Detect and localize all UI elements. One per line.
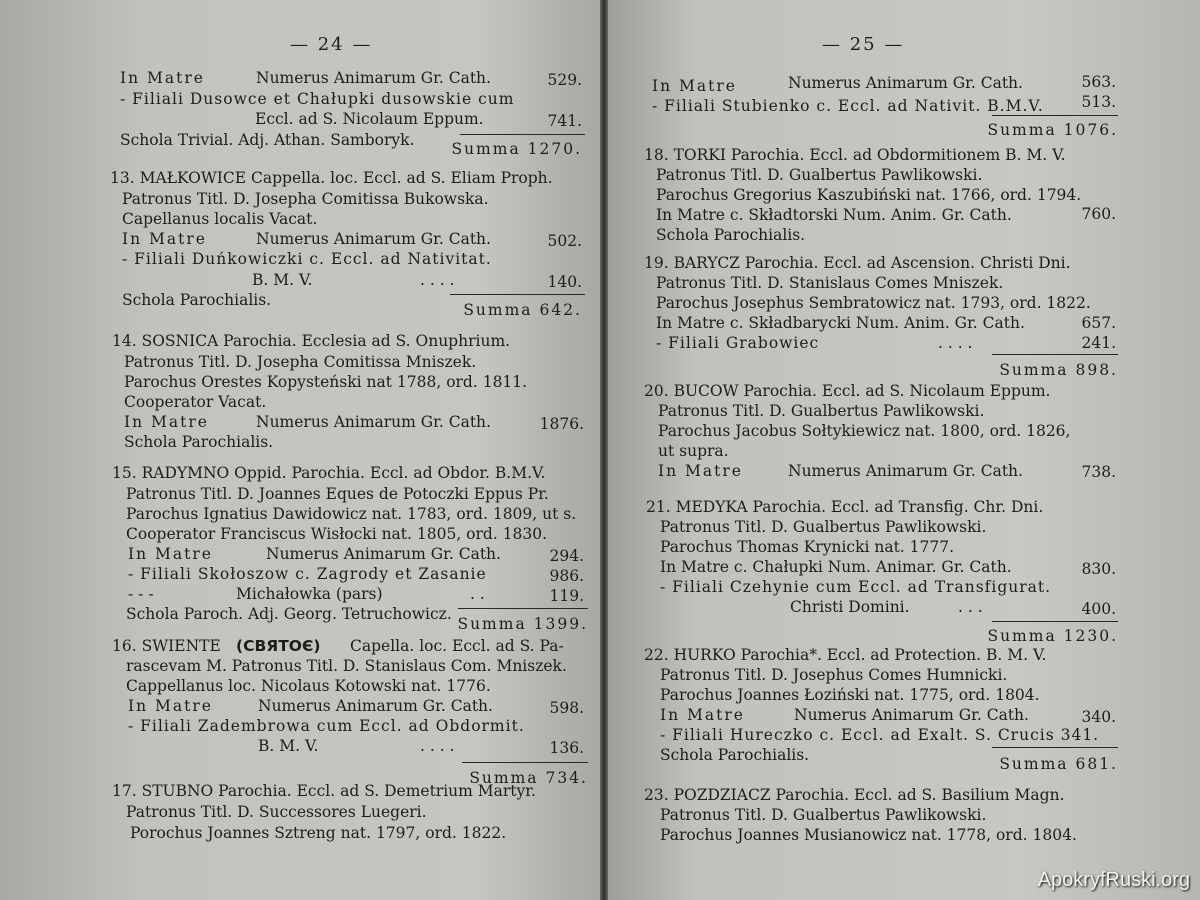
text-line: Patronus Titl. D. Successores Luegeri. — [126, 803, 427, 821]
text-line: Schola Trivial. Adj. Athan. Samboryk. — [120, 131, 415, 149]
summa-line: Summa 734. — [469, 769, 588, 787]
text-line: 502. — [547, 232, 582, 250]
text-line: Patronus Titl. D. Stanislaus Comes Mniszek. — [656, 274, 1004, 292]
text-line: rascevam M. Patronus Titl. D. Stanislaus Com. Mniszek. — [126, 657, 567, 675]
text-line: Capella. loc. Eccl. ad S. Pa- — [350, 637, 564, 655]
text-line: Schola Parochialis. — [660, 746, 810, 764]
text-line: B. M. V. — [258, 737, 319, 755]
text-line: - Filiali Hureczko c. Eccl. ad Exalt. S. Crucis 341. — [660, 726, 1100, 744]
text-line: Numerus Animarum Gr. Cath. — [256, 413, 491, 431]
text-line: 241. — [1081, 334, 1116, 352]
text-line: Numerus Animarum Gr. Cath. — [258, 697, 493, 715]
text-line: 140. — [547, 273, 582, 291]
text-line: In Matre c. Składtorski Num. Anim. Gr. Cath. — [656, 206, 1012, 224]
text-line: Parochus Jacobus Sołtykiewicz nat. 1800, ord. 1826, — [658, 422, 1071, 440]
text-line: 760. — [1081, 205, 1116, 223]
text-line: 119. — [549, 587, 584, 605]
text-line: In Matre — [660, 706, 745, 724]
entry-heading: 18. TORKI Parochia. Eccl. ad Obdormitionem B. M. V. — [644, 146, 1066, 164]
text-line: Michałowka (pars) — [236, 585, 383, 603]
text-line: 340. — [1081, 708, 1116, 726]
text-line: Numerus Animarum Gr. Cath. — [266, 545, 501, 563]
text-line: 400. — [1081, 600, 1116, 618]
text-line: In Matre — [652, 77, 737, 95]
summa-line: Summa 1076. — [987, 121, 1118, 139]
text-line: In Matre — [120, 69, 205, 87]
entry-heading: 15. RADYMNO Oppid. Parochia. Eccl. ad Obdor. B.M.V. — [112, 464, 546, 482]
text-line: Patronus Titl. D. Josephus Comes Humnicki. — [660, 666, 1008, 684]
text-line: Schola Parochialis. — [122, 291, 272, 309]
text-line: In Matre c. Chałupki Num. Animar. Gr. Cath. — [660, 558, 1012, 576]
text-line: Numerus Animarum Gr. Cath. — [788, 462, 1023, 480]
text-line: Schola Paroch. Adj. Georg. Tetruchowicz. — [126, 605, 452, 623]
entry-heading: 13. MAŁKOWICE Cappella. loc. Eccl. ad S. Eliam Proph. — [110, 169, 553, 187]
text-line: In Matre — [128, 545, 213, 563]
summa-line: Summa 898. — [999, 361, 1118, 379]
text-line: Patronus Titl. D. Gualbertus Pawlikowski. — [656, 166, 983, 184]
text-line: Patronus Titl. D. Josepha Comitissa Mniszek. — [124, 353, 477, 371]
summa-line: Summa 642. — [463, 301, 582, 319]
text-line: Capellanus localis Vacat. — [122, 210, 318, 228]
text-line: 657. — [1081, 314, 1116, 332]
sum-rule — [992, 115, 1118, 116]
text-line: . . . — [958, 598, 983, 616]
text-line: 830. — [1081, 560, 1116, 578]
text-line: . . . . — [420, 737, 455, 755]
text-line: . . . . — [938, 334, 973, 352]
text-line: Parochus Orestes Kopysteński nat 1788, ord. 1811. — [124, 373, 528, 391]
sum-rule — [460, 134, 585, 135]
entry-heading: 14. SOSNICA Parochia. Ecclesia ad S. Onuphrium. — [112, 332, 511, 350]
text-line: Porochus Joannes Sztreng nat. 1797, ord. 1822. — [130, 824, 507, 842]
text-line: - Filiali Czehynie cum Eccl. ad Transfigurat. — [660, 578, 1052, 596]
text-line: Cappellanus loc. Nicolaus Kotowski nat. 1776. — [126, 677, 491, 695]
text-line: Patronus Titl. D. Gualbertus Pawlikowski. — [660, 518, 987, 536]
text-line: 1876. — [539, 415, 584, 433]
sum-rule — [450, 294, 585, 295]
page-number-left: — 24 — — [290, 34, 373, 55]
text-line: Parochus Josephus Sembratowicz nat. 1793, ord. 1822. — [656, 294, 1091, 312]
sum-rule — [458, 608, 588, 609]
text-line: Patronus Titl. D. Joannes Eques de Potoczki Eppus Pr. — [126, 485, 549, 503]
watermark: ApokryfRuski.org — [1037, 869, 1190, 891]
text-line: 986. — [549, 567, 584, 585]
page-number-right: — 25 — — [822, 34, 905, 55]
text-line: Patronus Titl. D. Gualbertus Pawlikowski. — [660, 806, 987, 824]
text-line: Parochus Thomas Krynicki nat. 1777. — [660, 538, 955, 556]
entry-heading: 16. SWIENTE — [112, 637, 221, 655]
text-line: - Filiali Duńkowiczki c. Eccl. ad Nativitat. — [122, 250, 492, 268]
text-line: Cooperator Vacat. — [124, 393, 267, 411]
text-line: - Filiali Stubienko c. Eccl. ad Nativit. B.M.V. — [652, 97, 1044, 115]
text-line: Numerus Animarum Gr. Cath. — [794, 706, 1029, 724]
text-line: In Matre c. Składbarycki Num. Anim. Gr. Cath. — [656, 314, 1025, 332]
text-line: Christi Domini. — [790, 598, 910, 616]
text-line: Eccl. ad S. Nicolaum Eppum. — [255, 110, 484, 128]
entry-heading: 22. HURKO Parochia*. Eccl. ad Protection. B. M. V. — [644, 646, 1047, 664]
sum-rule — [992, 747, 1118, 748]
text-line: 741. — [547, 112, 582, 130]
text-line: Numerus Animarum Gr. Cath. — [788, 74, 1023, 92]
summa-line: Summa 1270. — [451, 140, 582, 158]
text-line: 529. — [547, 71, 582, 89]
sum-rule — [992, 354, 1118, 355]
text-line: 563. — [1081, 73, 1116, 91]
summa-line: Summa 1399. — [457, 615, 588, 633]
text-line: - Filiali Zadembrowa cum Eccl. ad Obdormit. — [128, 717, 525, 735]
entry-heading: 20. BUCOW Parochia. Eccl. ad S. Nicolaum Eppum. — [644, 382, 1051, 400]
text-line: B. M. V. — [252, 271, 313, 289]
text-line: - Filiali Skołoszow c. Zagrody et Zasanie — [128, 565, 487, 583]
text-line: In Matre — [122, 230, 207, 248]
summa-line: Summa 1230. — [987, 627, 1118, 645]
text-line: In Matre — [124, 413, 209, 431]
text-line: 136. — [549, 739, 584, 757]
text-line: Parochus Joannes Łoziński nat. 1775, ord. 1804. — [660, 686, 1040, 704]
text-line: Schola Parochialis. — [124, 433, 274, 451]
text-line: Schola Parochialis. — [656, 226, 806, 244]
text-line: In Matre — [658, 462, 743, 480]
text-line: . . — [470, 585, 485, 603]
text-line: - Filiali Dusowce et Chałupki dusowskie cum — [120, 90, 515, 108]
text-line: Parochus Gregorius Kaszubiński nat. 1766, ord. 1794. — [656, 186, 1082, 204]
text-line: 294. — [549, 547, 584, 565]
text-line: - - - — [128, 585, 154, 603]
entry-heading: 19. BARYCZ Parochia. Eccl. ad Ascension. Christi Dni. — [644, 254, 1071, 272]
entry-heading: 23. POZDZIACZ Parochia. Eccl. ad S. Basilium Magn. — [644, 786, 1065, 804]
summa-line: Summa 681. — [999, 755, 1118, 773]
text-line: Parochus Ignatius Dawidowicz nat. 1783, ord. 1809, ut s. — [126, 505, 577, 523]
cyrillic-stamp: (СВЯТОЄ) — [236, 637, 321, 655]
text-line: In Matre — [128, 697, 213, 715]
sum-rule — [992, 621, 1118, 622]
text-line: Numerus Animarum Gr. Cath. — [256, 230, 491, 248]
entry-heading: 17. STUBNO Parochia. Eccl. ad S. Demetrium Martyr. — [112, 782, 536, 800]
text-line: . . . . — [420, 271, 455, 289]
text-line: 513. — [1081, 93, 1116, 111]
entry-heading: 21. MEDYKA Parochia. Eccl. ad Transfig. Chr. Dni. — [646, 498, 1044, 516]
sum-rule — [462, 762, 588, 763]
text-line: Cooperator Franciscus Wisłocki nat. 1805, ord. 1830. — [126, 525, 548, 543]
text-line: Numerus Animarum Gr. Cath. — [256, 69, 491, 87]
text-line: - Filiali Grabowiec — [656, 334, 820, 352]
book-gutter — [600, 0, 608, 900]
text-line: Patronus Titl. D. Gualbertus Pawlikowski. — [658, 402, 985, 420]
right-page — [608, 0, 1200, 900]
text-line: ut supra. — [658, 442, 729, 460]
text-line: 738. — [1081, 463, 1116, 481]
text-line: Parochus Joannes Musianowicz nat. 1778, ord. 1804. — [660, 826, 1077, 844]
text-line: 598. — [549, 699, 584, 717]
text-line: Patronus Titl. D. Josepha Comitissa Bukowska. — [122, 190, 489, 208]
